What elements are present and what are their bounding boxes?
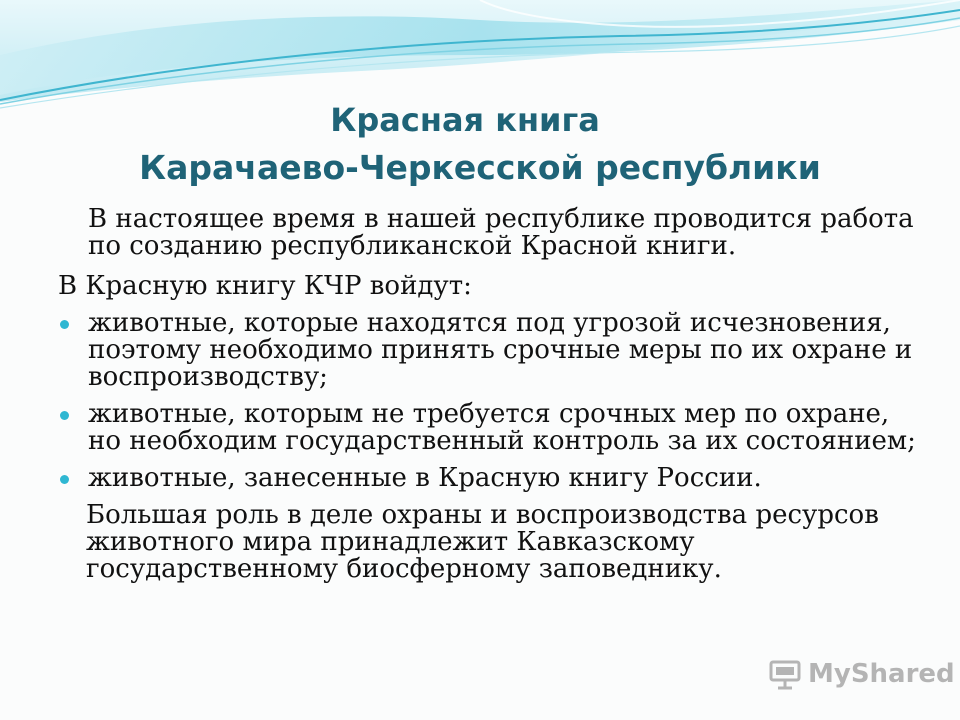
lead-paragraph: В Красную книгу КЧР войдут: bbox=[58, 271, 472, 301]
bullet-text: животные, которым не требуется срочных мер по охране, но необходим государственный контроль за их состоянием; bbox=[88, 399, 916, 456]
watermark-text: MyShared bbox=[808, 659, 955, 689]
presentation-board-icon bbox=[768, 657, 802, 691]
bullet-text: животные, которые находятся под угрозой исчезновения, поэтому необходимо принять срочные меры по их охране и воспроизводству; bbox=[88, 308, 913, 392]
closing-paragraph: Большая роль в деле охраны и воспроизводства ресурсов животного мира принадлежит Кавказскому государственному биосферному заповеднику. bbox=[86, 500, 879, 584]
bullet-dot-icon bbox=[60, 475, 69, 484]
intro-paragraph: В настоящее время в нашей республике проводится работа по созданию республиканской Красной книги. bbox=[88, 204, 914, 261]
bullet-text: животные, занесенные в Красную книгу России. bbox=[88, 463, 762, 493]
list-item bbox=[58, 401, 918, 455]
bullet-dot-icon bbox=[60, 411, 69, 420]
watermark-logo bbox=[768, 656, 955, 692]
slide-body bbox=[58, 206, 918, 583]
list-item bbox=[58, 310, 918, 391]
bullet-dot-icon bbox=[60, 320, 69, 329]
bullet-list bbox=[58, 310, 918, 492]
list-item bbox=[58, 465, 918, 492]
slide-title-line1: Красная книга bbox=[330, 101, 600, 139]
slide-title-line2: Карачаево-Черкесской республики bbox=[139, 148, 821, 187]
